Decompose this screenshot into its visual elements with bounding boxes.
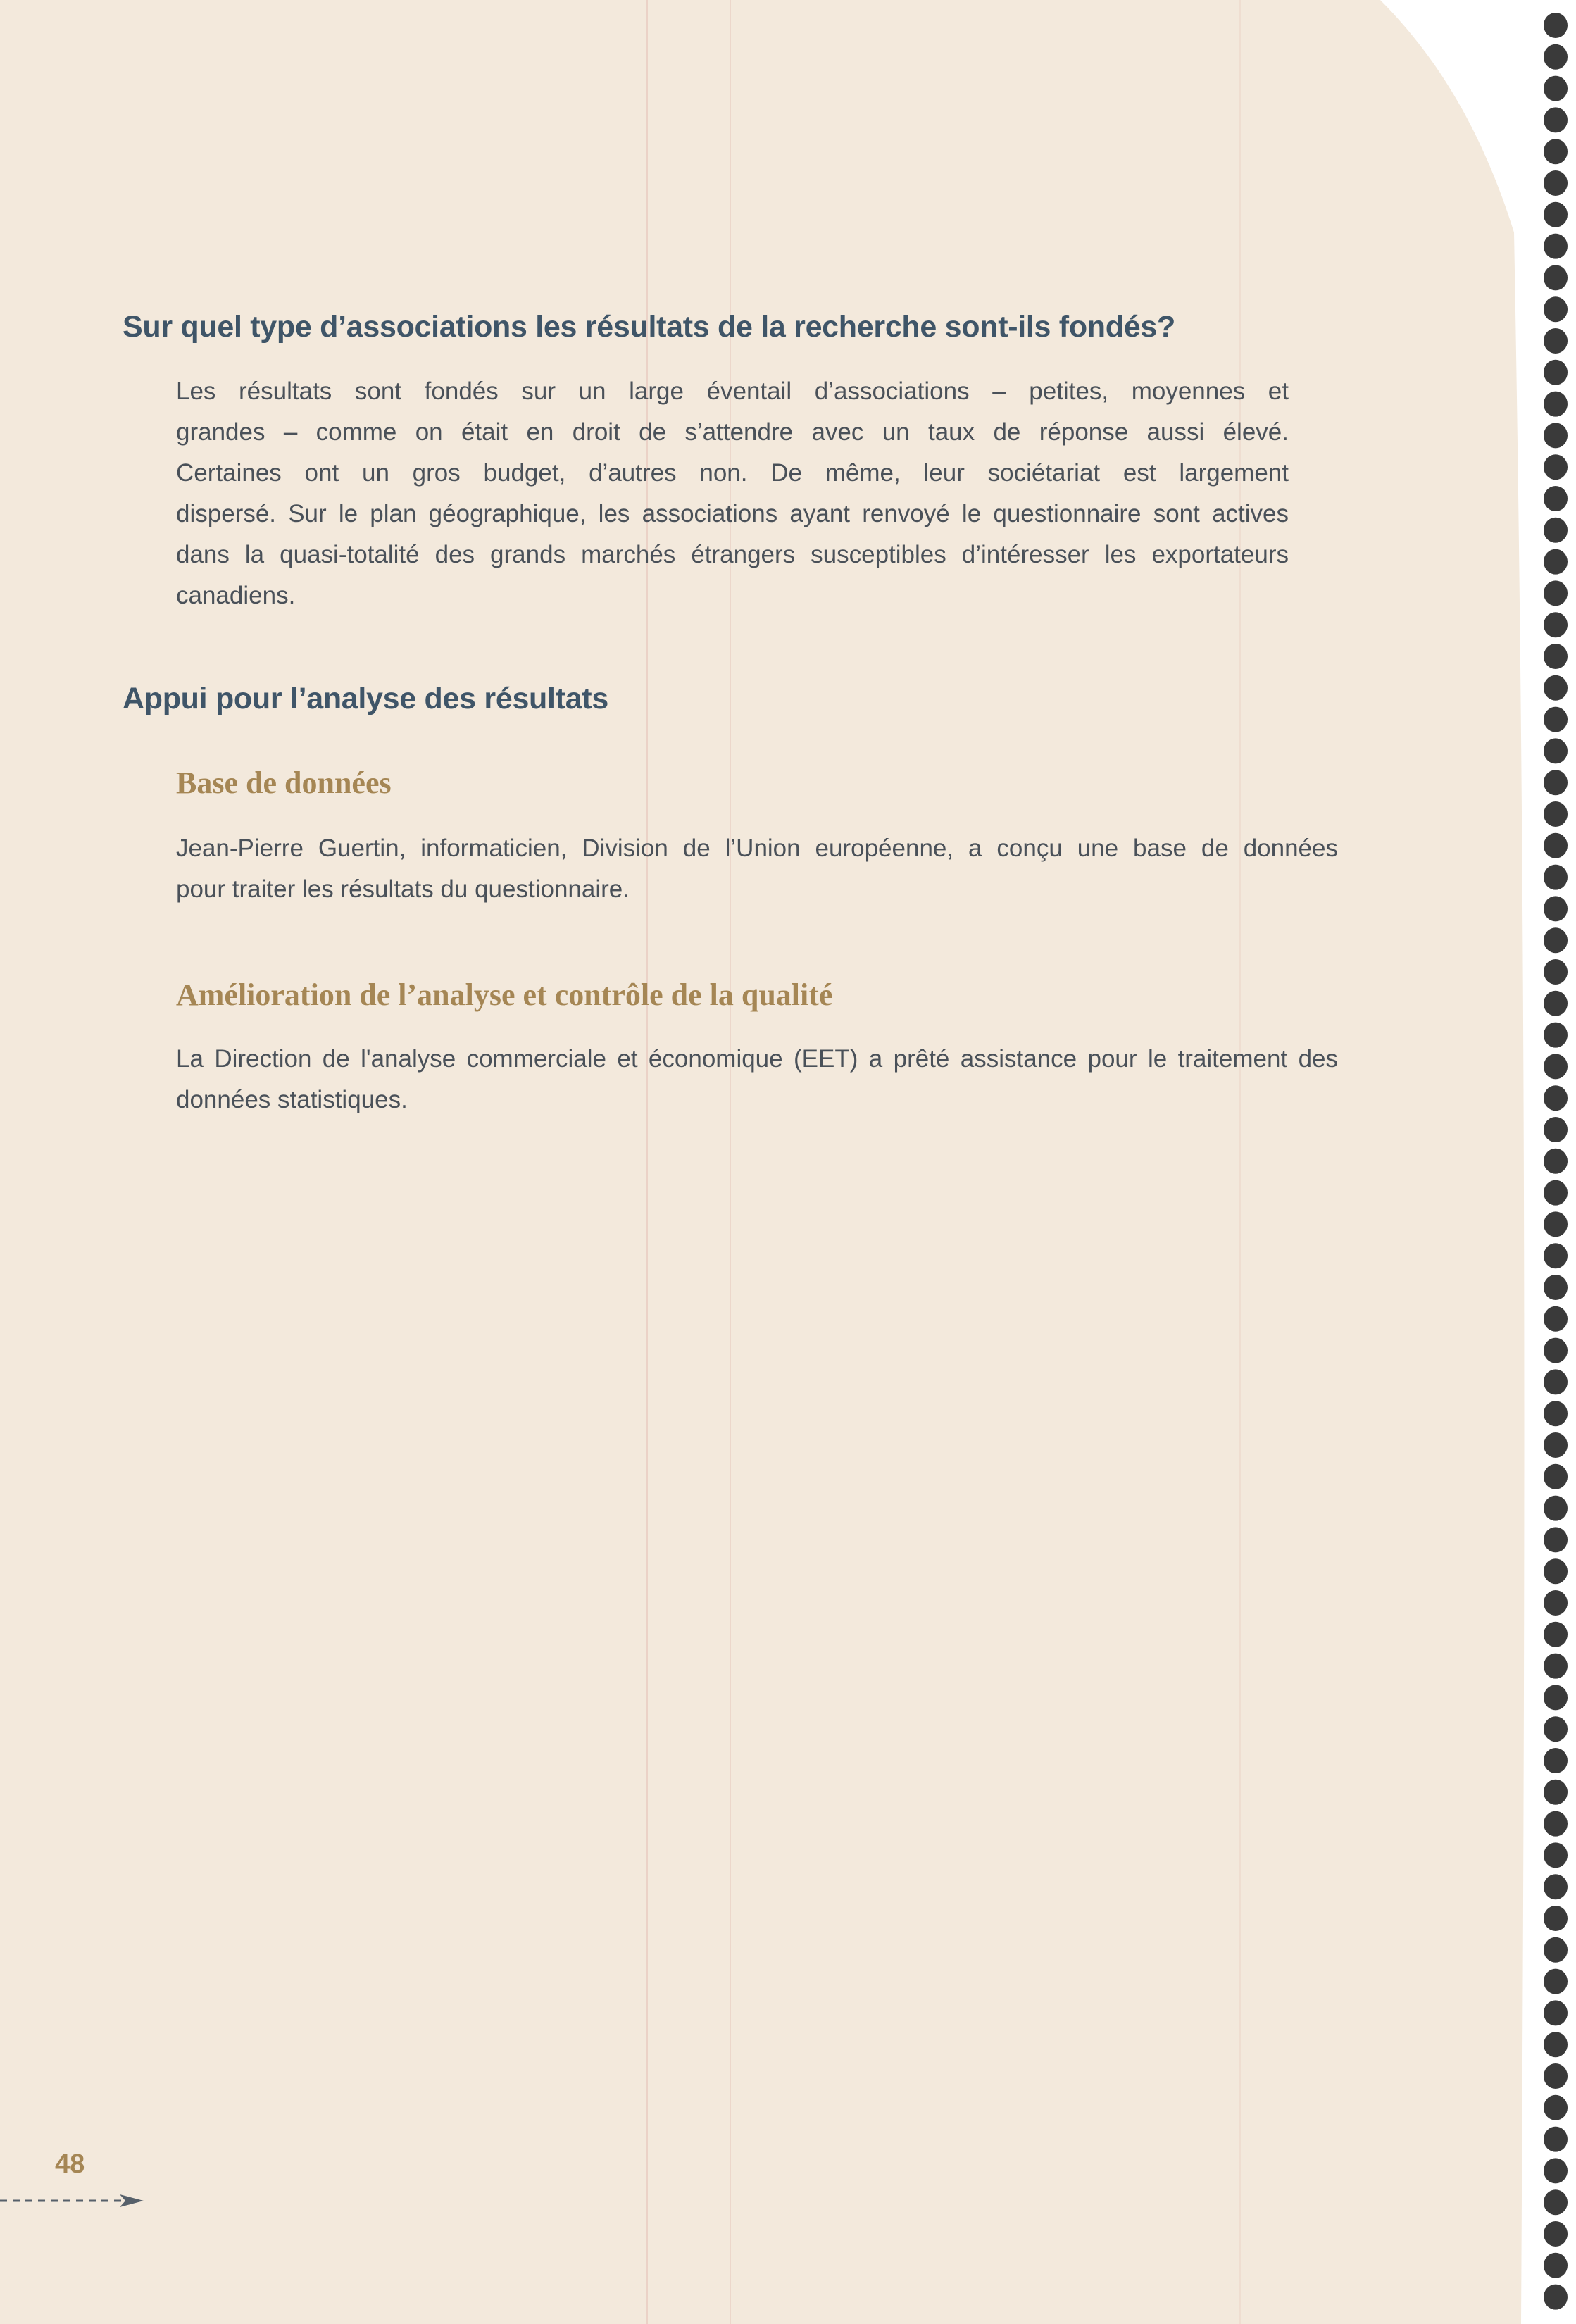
dashed-arrow-icon (0, 2190, 148, 2211)
binding-hole (1544, 392, 1568, 417)
binding-hole (1544, 107, 1568, 132)
binding-hole (1544, 927, 1568, 953)
binding-hole (1544, 328, 1568, 354)
binding-hole (1544, 2158, 1568, 2183)
binding-hole (1544, 1685, 1568, 1710)
binding-hole (1544, 486, 1568, 511)
paragraph-base-de-donnees (176, 828, 1338, 910)
section-heading-associations: Sur quel type d’associations les résultats de la recherche sont-ils fondés? (123, 310, 1175, 344)
binding-hole (1544, 1306, 1568, 1332)
binding-hole (1544, 2189, 1568, 2215)
binding-hole (1544, 1496, 1568, 1521)
binding-hole (1544, 2285, 1568, 2310)
binding-hole (1544, 1432, 1568, 1458)
binding-hole (1544, 1969, 1568, 1994)
binding-hole (1544, 518, 1568, 543)
paragraph-line: dans la quasi-totalité des grands marchés étrangers susceptibles d’intéresser les exportateurs (176, 541, 1289, 568)
binding-hole (1544, 612, 1568, 637)
binding-hole (1544, 234, 1568, 259)
binding-hole (1544, 2095, 1568, 2120)
spiral-binding (1535, 0, 1576, 2324)
binding-hole (1544, 1085, 1568, 1111)
binding-hole (1544, 1716, 1568, 1742)
binding-hole (1544, 2063, 1568, 2089)
binding-hole (1544, 1180, 1568, 1206)
binding-hole (1544, 1622, 1568, 1647)
binding-hole (1544, 865, 1568, 890)
binding-hole (1544, 1149, 1568, 1174)
binding-hole (1544, 13, 1568, 38)
binding-hole (1544, 896, 1568, 921)
binding-hole (1544, 580, 1568, 606)
binding-hole (1544, 76, 1568, 101)
binding-hole (1544, 707, 1568, 732)
binding-hole (1544, 1054, 1568, 1079)
binding-hole (1544, 770, 1568, 795)
paragraph-line: grandes – comme on était en droit de s’attendre avec un taux de réponse aussi élevé. (176, 418, 1289, 446)
page-number: 48 (55, 2149, 85, 2179)
paragraph-line: canadiens. (176, 582, 296, 609)
subheading-amelioration-analyse: Amélioration de l’analyse et contrôle de la qualité (176, 977, 833, 1012)
binding-hole (1544, 2127, 1568, 2152)
binding-hole (1544, 833, 1568, 858)
paragraph-line: Jean-Pierre Guertin, informaticien, Division de l’Union européenne, a conçu une base de données (176, 835, 1338, 862)
binding-hole (1544, 1401, 1568, 1426)
section-heading-appui: Appui pour l’analyse des résultats (123, 682, 608, 716)
paragraph-line: La Direction de l'analyse commerciale et économique (EET) a prêté assistance pour le traitement des (176, 1045, 1338, 1073)
binding-hole (1544, 1842, 1568, 1868)
binding-hole (1544, 1874, 1568, 1899)
binding-hole (1544, 423, 1568, 448)
binding-hole (1544, 1527, 1568, 1552)
binding-hole (1544, 1906, 1568, 1931)
binding-hole (1544, 202, 1568, 227)
binding-hole (1544, 2253, 1568, 2278)
binding-hole (1544, 360, 1568, 385)
binding-hole (1544, 1937, 1568, 1963)
binding-hole (1544, 1369, 1568, 1394)
binding-hole (1544, 1811, 1568, 1837)
binding-hole (1544, 44, 1568, 70)
binding-hole (1544, 1023, 1568, 1048)
binding-hole (1544, 1243, 1568, 1268)
binding-hole (1544, 675, 1568, 701)
binding-hole (1544, 1654, 1568, 1679)
binding-hole (1544, 2221, 1568, 2247)
binding-hole (1544, 1117, 1568, 1142)
binding-hole (1544, 454, 1568, 480)
binding-hole (1544, 2000, 1568, 2025)
binding-hole (1544, 1275, 1568, 1300)
binding-hole (1544, 801, 1568, 827)
paragraph-line: Certaines ont un gros budget, d’autres non. De même, leur sociétariat est largement (176, 459, 1289, 487)
binding-hole (1544, 1748, 1568, 1773)
binding-hole (1544, 170, 1568, 196)
binding-hole (1544, 1558, 1568, 1584)
binding-hole (1544, 265, 1568, 290)
binding-hole (1544, 296, 1568, 322)
binding-hole (1544, 959, 1568, 985)
binding-hole (1544, 1590, 1568, 1616)
paragraph-line: dispersé. Sur le plan géographique, les associations ayant renvoyé le questionnaire sont actives (176, 500, 1289, 527)
binding-hole (1544, 644, 1568, 669)
binding-hole (1544, 549, 1568, 575)
binding-hole (1544, 1780, 1568, 1805)
binding-hole (1544, 991, 1568, 1016)
subheading-base-de-donnees: Base de données (176, 766, 392, 800)
binding-hole (1544, 738, 1568, 763)
binding-hole (1544, 2032, 1568, 2057)
binding-hole (1544, 1338, 1568, 1363)
binding-hole (1544, 1464, 1568, 1489)
binding-hole (1544, 139, 1568, 164)
binding-hole (1544, 1211, 1568, 1237)
paragraph-line: données statistiques. (176, 1086, 408, 1113)
paragraph-line: pour traiter les résultats du questionnaire. (176, 875, 630, 903)
paragraph-associations (176, 371, 1289, 616)
paragraph-amelioration-analyse (176, 1039, 1338, 1120)
paragraph-line: Les résultats sont fondés sur un large éventail d’associations – petites, moyennes et (176, 377, 1289, 405)
